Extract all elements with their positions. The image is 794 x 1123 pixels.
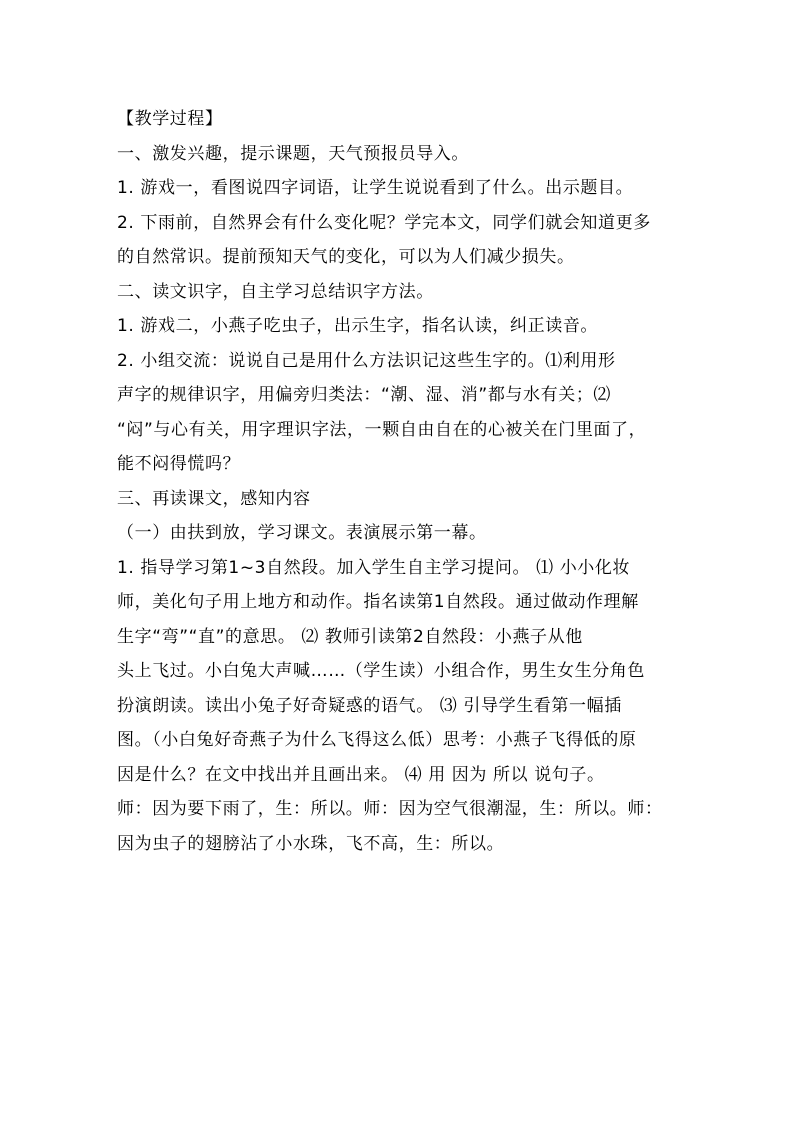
section-heading-teaching-process: 【教学过程】	[117, 109, 223, 129]
paragraph-line: 师，美化句子用上地方和动作。指名读第1自然段。通过做动作理解	[117, 592, 639, 612]
paragraph-line: 头上飞过。小白兔大声喊……（学生读）小组合作，男生女生分角色	[117, 661, 645, 681]
paragraph-line: 2. 小组交流：说说自己是用什么方法识记这些生字的。⑴利用形	[117, 350, 616, 371]
paragraph-line: “闷”与心有关，用字理识字法，一颗自由自在的心被关在门里面了，	[117, 419, 647, 440]
paragraph-line: 1. 游戏二，小燕子吃虫子，出示生字，指名认读，纠正读音。	[117, 316, 599, 336]
paragraph-line: 能不闷得慌吗？	[117, 454, 241, 474]
section-heading-2: 二、读文识字，自主学习总结识字方法。	[117, 281, 434, 302]
paragraph-line: 1. 游戏一，看图说四字词语，让学生说说看到了什么。出示题目。	[117, 178, 634, 198]
paragraph-line: 声字的规律识字，用偏旁归类法：“潮、湿、消”都与水有关；⑵	[117, 385, 612, 405]
paragraph-line: 师：因为要下雨了，生：所以。师：因为空气很潮湿，生：所以。师：	[117, 799, 663, 819]
subsection-heading: （一）由扶到放，学习课文。表演展示第一幕。	[117, 523, 487, 543]
section-heading-3: 三、再读课文，感知内容	[117, 488, 311, 509]
paragraph-line: 2. 下雨前，自然界会有什么变化呢？学完本文，同学们就会知道更多	[117, 212, 651, 233]
paragraph-line: 图。（小白兔好奇燕子为什么飞得这么低）思考：小燕子飞得低的原	[117, 730, 637, 750]
paragraph-line: 生字“弯”“直”的意思。 ⑵ 教师引读第2自然段：小燕子从他	[117, 626, 583, 647]
section-heading-1: 一、激发兴趣，提示课题，天气预报员导入。	[117, 143, 469, 164]
paragraph-line: 因为虫子的翅膀沾了小水珠，飞不高，生：所以。	[117, 833, 505, 854]
paragraph-line: 因是什么？在文中找出并且画出来。 ⑷ 用 因为 所以 说句子。	[117, 764, 605, 785]
paragraph-line: 扮演朗读。读出小兔子好奇疑惑的语气。 ⑶ 引导学生看第一幅插	[117, 695, 622, 716]
paragraph-line: 1. 指导学习第1~3自然段。加入学生自主学习提问。 ⑴ 小小化妆	[117, 557, 631, 578]
paragraph-line: 的自然常识。提前预知天气的变化，可以为人们减少损失。	[117, 247, 575, 267]
